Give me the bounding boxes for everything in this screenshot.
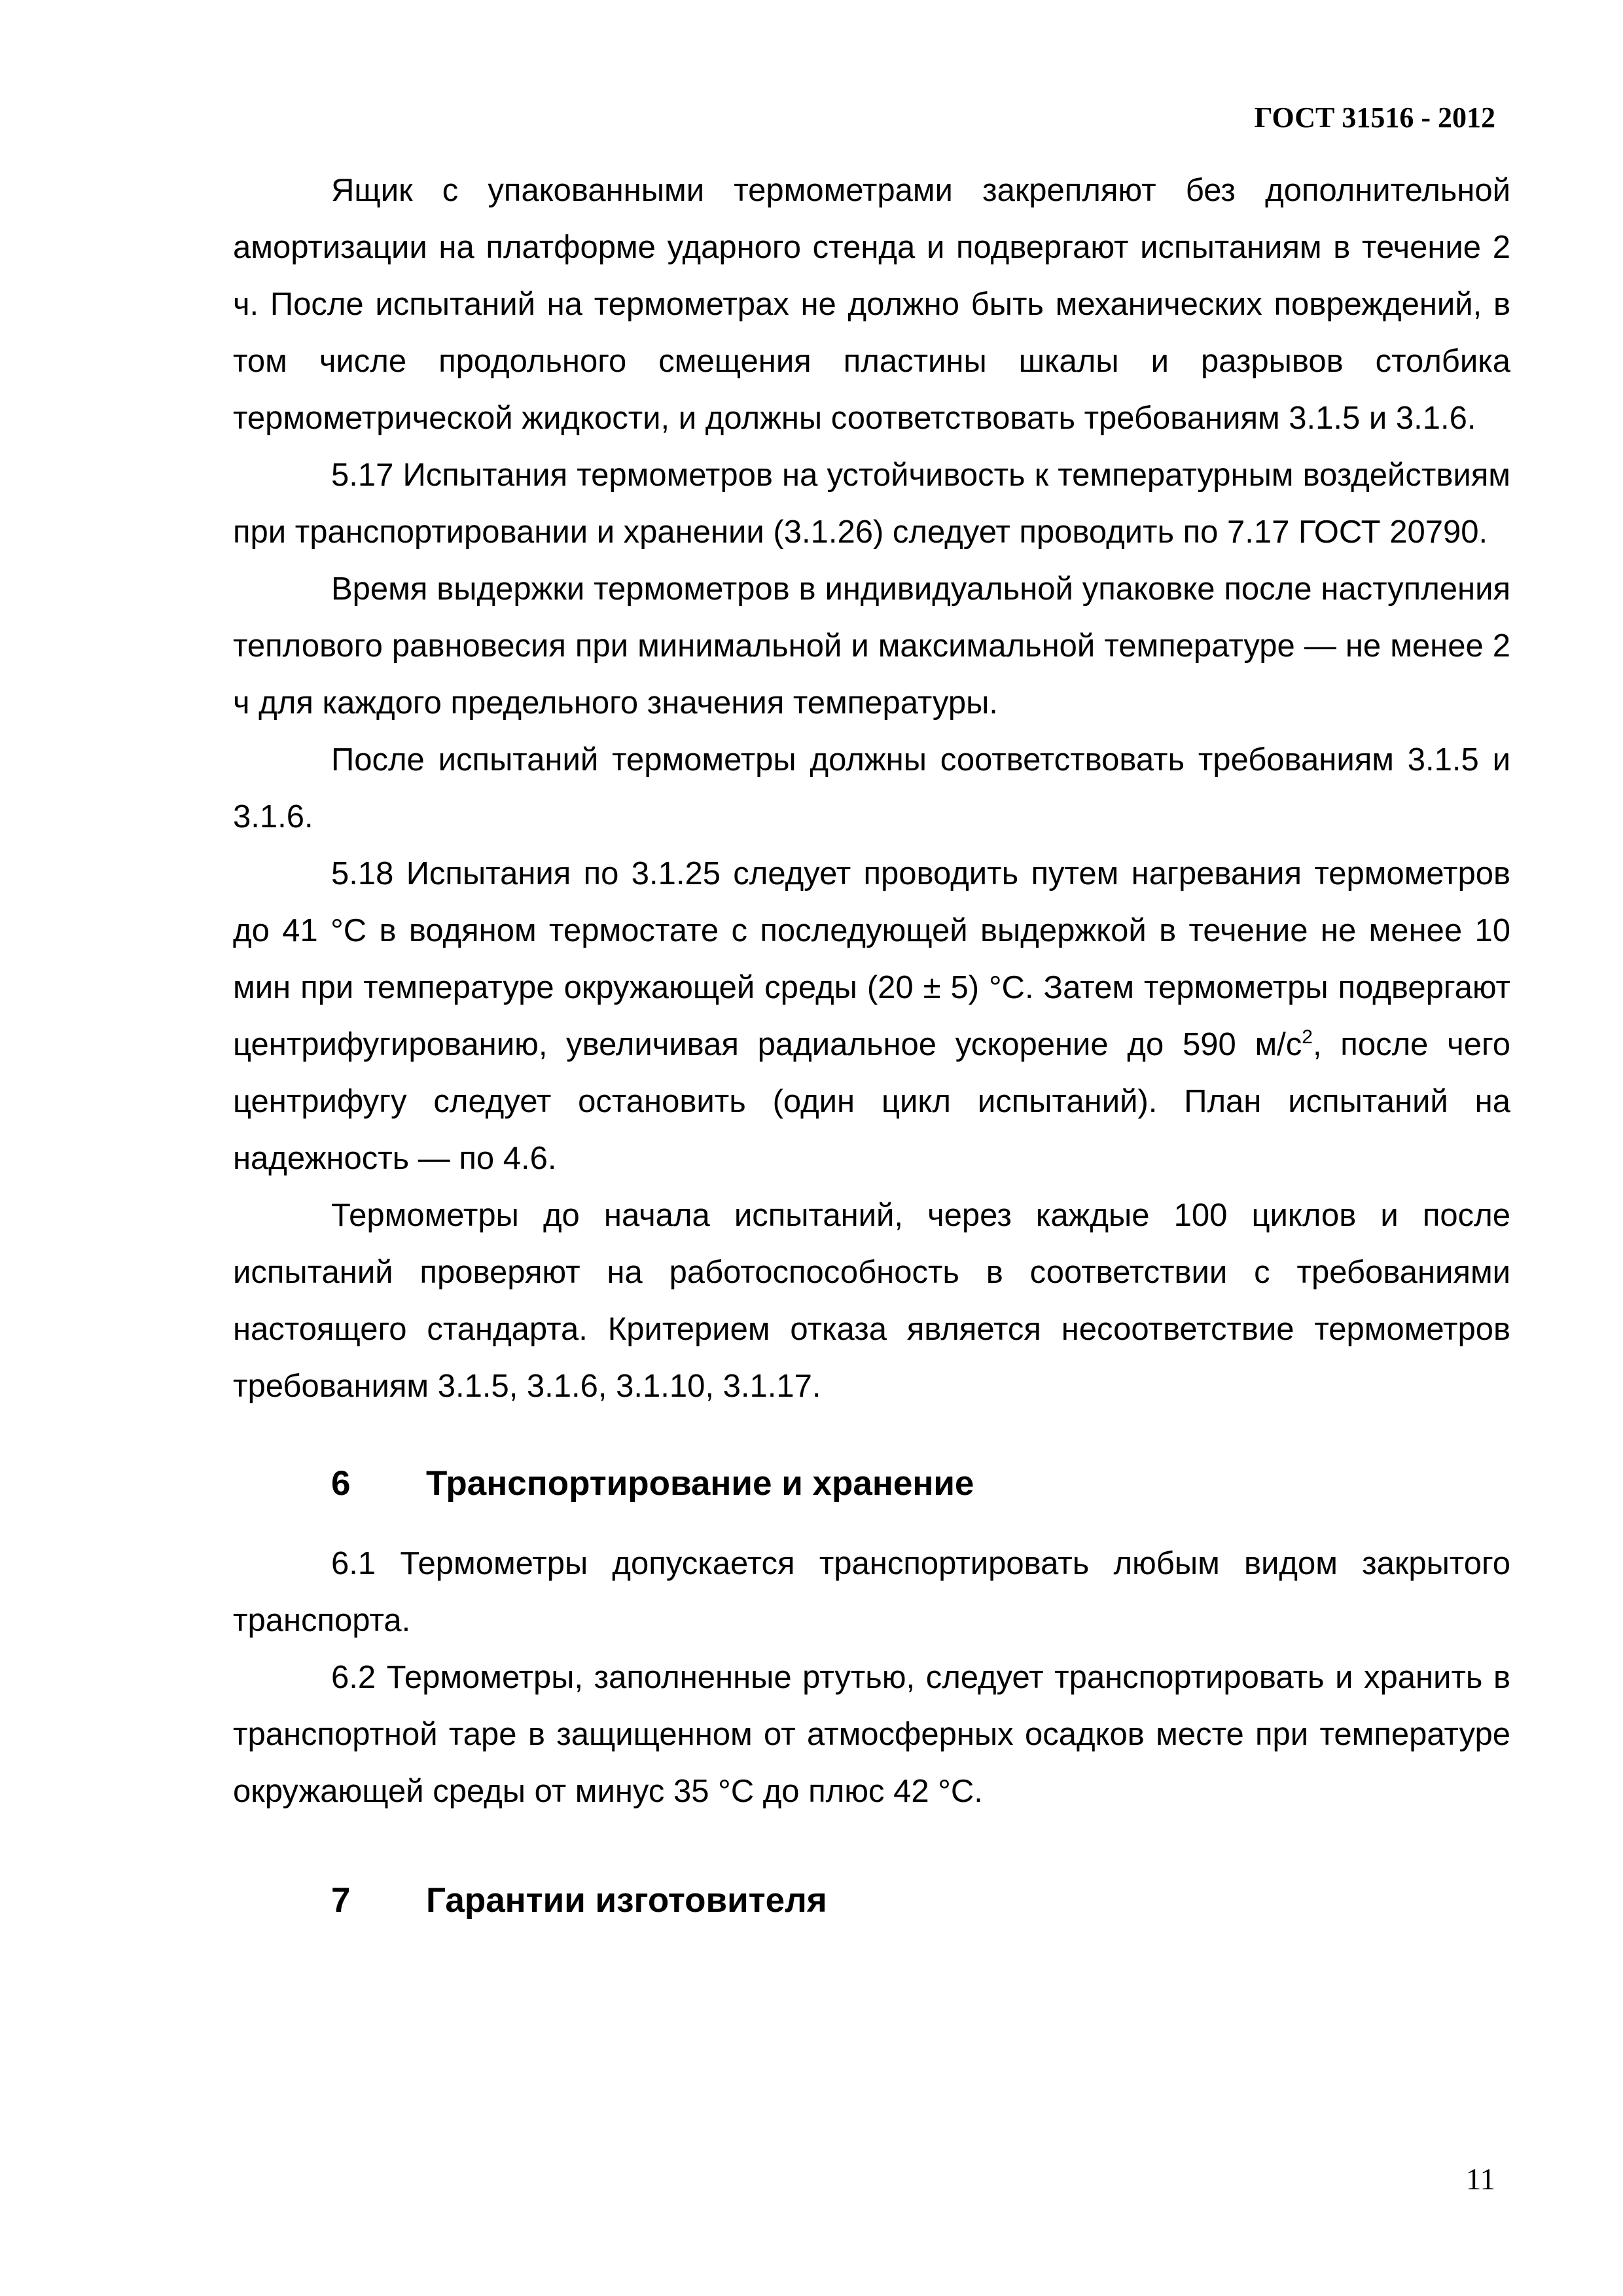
paragraph-failure-criteria: Термометры до начала испытаний, через каждые 100 циклов и после испытаний проверяют на работоспособность в соответствии с требованиями настоящего стандарта. Критерием отказа является несоответствие термометров требованиям 3.1.5, 3.1.6, 3.1.10, 3.1.17.: [233, 1198, 1510, 1404]
section-7-number: 7: [331, 1881, 351, 1920]
paragraph-5-18: [233, 846, 1510, 1187]
section-6-title: Транспортирование и хранение: [426, 1464, 974, 1503]
section-6-heading: [233, 1455, 1510, 1512]
superscript: 2: [1302, 1026, 1313, 1048]
document-header: ГОСТ 31516 - 2012: [1254, 101, 1495, 134]
paragraph-6-1: 6.1 Термометры допускается транспортировать любым видом закрытого транспорта.: [233, 1546, 1510, 1638]
page-number: 11: [1465, 2162, 1495, 2197]
paragraph-6-2: 6.2 Термометры, заполненные ртутью, следует транспортировать и хранить в транспортной таре в защищенном от атмосферных осадков месте при температуре окружающей среды от минус 35 °С до плюс 42 °С.: [233, 1660, 1510, 1809]
paragraph-5-17: 5.17 Испытания термометров на устойчивость к температурным воздействиям при транспортировании и хранении (3.1.26) следует проводить по 7.17 ГОСТ 20790.: [233, 457, 1510, 550]
document-body: [233, 162, 1510, 1929]
paragraph-shock-test: Ящик с упакованными термометрами закрепляют без дополнительной амортизации на платформе ударного стенда и подвергают испытаниям в течение 2 ч. После испытаний на термометрах не должно быть механических повреждений, в том числе продольного смещения пластины шкалы и разрывов столбика термометрической жидкости, и должны соответствовать требованиям 3.1.5 и 3.1.6.: [233, 173, 1510, 436]
paragraph-5-18-part1: 5.18 Испытания по 3.1.25 следует проводить путем нагревания термометров до 41 °С в водяном термостате с последующей выдержкой в течение не менее 10 мин при температуре окружающей среды (20 ± 5) °С. Затем термометры подвергают центрифугированию, увеличивая радиальное ускорение до 590 м/с: [233, 856, 1510, 1062]
paragraph-after-tests: После испытаний термометры должны соответствовать требованиям 3.1.5 и 3.1.6.: [233, 742, 1510, 834]
paragraph-hold-time: Время выдержки термометров в индивидуальной упаковке после наступления теплового равновесия при минимальной и максимальной температуре — не менее 2 ч для каждого предельного значения температуры.: [233, 571, 1510, 721]
section-7-heading: [233, 1872, 1510, 1929]
section-7-title: Гарантии изготовителя: [426, 1881, 827, 1920]
paragraph-5-18-part2: , после чего центрифугу следует остановить (один цикл испытаний). План испытаний на надежность — по 4.6.: [233, 1027, 1510, 1176]
section-6-number: 6: [331, 1464, 351, 1503]
